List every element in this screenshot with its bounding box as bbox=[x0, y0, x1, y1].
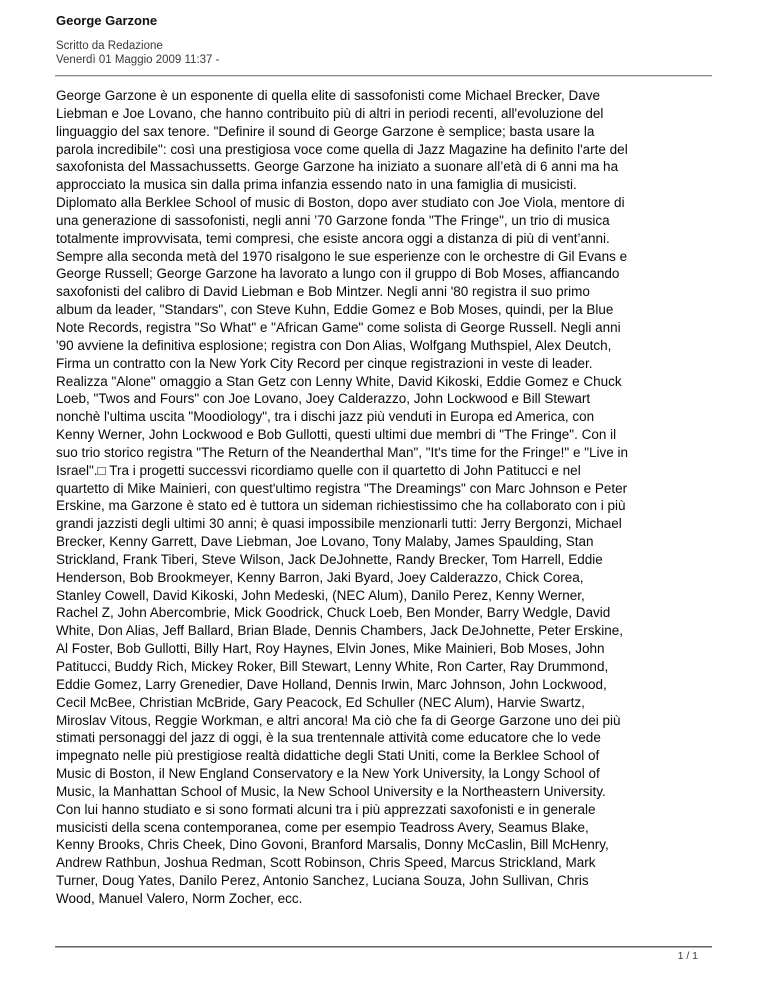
text-line: saxofonisti del calibro di David Liebman e Bob Mintzer. Negli anni '80 registra il suo primo bbox=[56, 284, 590, 300]
text-line: Con lui hanno studiato e si sono formati alcuni tra i più apprezzati saxofonisti e in generale bbox=[56, 801, 596, 817]
text-line: Music di Boston, il New England Conservatory e la New York University, la Longy School of bbox=[56, 766, 600, 782]
header-divider bbox=[55, 75, 712, 77]
text-line: nonchè l'ultima uscita "Moodiology", tra i dischi jazz più venduti in Europa ed America, con bbox=[56, 409, 595, 425]
text-line: approcciato la musica sin dalla prima infanzia essendo nato in una famiglia di musicisti. bbox=[56, 177, 577, 193]
text-line: Wood, Manuel Valero, Norm Zocher, ecc. bbox=[56, 890, 303, 906]
text-line: Music, la Manhattan School of Music, la New School University e la Northeastern University. bbox=[56, 783, 606, 799]
text-line: grandi jazzisti degli ultimi 30 anni; è quasi impossibile menzionarli tutti: Jerry Bergonzi, Michael bbox=[56, 516, 622, 532]
text-line: quartetto di Mike Mainieri, con quest'ultimo registra "The Dreamings" con Marc Johnson e Peter bbox=[56, 480, 628, 496]
text-line: Israel".□ Tra i progetti successvi ricordiamo quelle con il quartetto di John Patitucci e nel bbox=[56, 462, 581, 478]
text-line: Liebman e Joe Lovano, che hanno contribuito più di altri in periodi recenti, all'evoluzione del bbox=[56, 105, 604, 121]
text-line: Erskine, ma Garzone è stato ed è tuttora un sideman richiestissimo che ha collaborato con i più bbox=[56, 498, 626, 514]
text-line: '90 avviene la definitiva esplosione; registra con Don Alias, Wolfgang Muthspiel, Alex Deutch, bbox=[56, 337, 612, 353]
text-line: Realizza "Alone" omaggio a Stan Getz con Lenny White, David Kikoski, Eddie Gomez e Chuck bbox=[56, 373, 622, 389]
text-line: album da leader, "Standars", con Steve Kuhn, Eddie Gomez e Bob Moses, quindi, per la Blue bbox=[56, 302, 614, 318]
footer-divider bbox=[55, 946, 712, 948]
text-line: Patitucci, Buddy Rich, Mickey Roker, Bill Stewart, Lenny White, Ron Carter, Ray Drummond, bbox=[56, 659, 609, 674]
text-line: Firma un contratto con la New York City Record per cinque registrazioni in veste di leader. bbox=[56, 355, 593, 371]
page-title: George Garzone bbox=[56, 13, 158, 28]
text-line: Andrew Rathbun, Joshua Redman, Scott Robinson, Chris Speed, Marcus Strickland, Mark bbox=[56, 855, 596, 871]
text-line: Al Foster, Bob Gullotti, Billy Hart, Roy Haynes, Elvin Jones, Mike Mainieri, Bob Moses, John bbox=[56, 641, 605, 657]
text-line: Brecker, Kenny Garrett, Dave Liebman, Joe Lovano, Tony Malaby, James Spaulding, Stan bbox=[56, 534, 594, 550]
text-line: Miroslav Vitous, Reggie Workman, e altri ancora! Ma ciò che fa di George Garzone uno dei più bbox=[56, 712, 621, 728]
text-line: Stanley Cowell, David Kikoski, John Medeski, (NEC Alum), Danilo Perez, Kenny Werner, bbox=[56, 587, 585, 603]
text-line: musicisti della scena contemporanea, come per esempio Teadross Avery, Seamus Blake, bbox=[56, 819, 589, 835]
text-line: Loeb, "Twos and Fours" con Joe Lovano, Joey Calderazzo, John Lockwood e Bill Stewart bbox=[56, 391, 591, 407]
text-line: Sempre alla seconda metà del 1970 risalgono le sue esperienze con le orchestre di Gil Evans e bbox=[56, 248, 628, 264]
text-line: totalmente improvvisata, temi compresi, che esiste ancora oggi a distanza di più di vent’anni. bbox=[56, 230, 610, 246]
text-line: Rachel Z, John Abercombrie, Mick Goodrick, Chuck Loeb, Ben Monder, Barry Wedgle, David bbox=[56, 605, 611, 621]
text-line: una generazione di sassofonisti, negli anni ’70 Garzone fonda "The Fringe", un trio di musica bbox=[56, 212, 610, 228]
page-number: 1 / 1 bbox=[677, 950, 698, 962]
text-line: Eddie Gomez, Larry Grenedier, Dave Holland, Dennis Irwin, Marc Johnson, John Lockwood, bbox=[56, 676, 607, 692]
text-line: George Garzone è un esponente di quella elite di sassofonisti come Michael Brecker, Dave bbox=[56, 88, 601, 103]
text-line: Turner, Doug Yates, Danilo Perez, Antonio Sanchez, Luciana Souza, John Sullivan, Chris bbox=[56, 873, 589, 889]
text-line: White, Don Alias, Jeff Ballard, Brian Blade, Dennis Chambers, Jack DeJohnette, Peter Erskine, bbox=[56, 623, 624, 639]
text-line: Strickland, Frank Tiberi, Steve Wilson, Jack DeJohnette, Randy Brecker, Tom Harrell, Eddie bbox=[56, 551, 603, 567]
text-line: George Russell; George Garzone ha lavorato a lungo con il gruppo di Bob Moses, affiancando bbox=[56, 266, 620, 282]
text-line: Cecil McBee, Christian McBride, Gary Peacock, Ed Schuller (NEC Alum), Harvie Swartz, bbox=[56, 694, 585, 710]
text-line: parola incredibile": così una prestigiosa voce come quella di Jazz Magazine ha definito l'arte del bbox=[56, 141, 628, 157]
text-line: Diplomato alla Berklee School of music di Boston, dopo aver studiato con Joe Viola, mentore di bbox=[56, 195, 625, 211]
article-body bbox=[56, 87, 756, 908]
article-byline: Scritto da Redazione bbox=[56, 40, 163, 52]
text-line: Kenny Brooks, Chris Cheek, Dino Govoni, Branford Marsalis, Donny McCaslin, Bill McHenry, bbox=[56, 837, 609, 853]
text-line: suo trio storico registra "The Return of the Neanderthal Man", "It's time for the Fringe!" e "Live in bbox=[56, 444, 629, 460]
text-line: stimati personaggi del jazz di oggi, è la sua trentennale attività come educatore che lo vede bbox=[56, 730, 601, 746]
article-dateline: Venerdì 01 Maggio 2009 11:37 - bbox=[56, 54, 220, 66]
text-line: saxofonista del Massachussetts. George Garzone ha iniziato a suonare all’età di 6 anni ma ha bbox=[56, 159, 619, 175]
text-line: impegnato nelle più prestigiose realtà didattiche degli Stati Uniti, come la Berklee School of bbox=[56, 748, 600, 764]
text-line: linguaggio del sax tenore. "Definire il sound di George Garzone è semplice; basta usare la bbox=[56, 123, 595, 139]
text-line: Henderson, Bob Brookmeyer, Kenny Barron, Jaki Byard, Joey Calderazzo, Chick Corea, bbox=[56, 569, 584, 585]
text-line: Kenny Werner, John Lockwood e Bob Gullotti, questi ultimi due membri di "The Fringe". Con il bbox=[56, 427, 617, 443]
text-line: Note Records, registra "So What" e "African Game" come solista di George Russell. Negli anni bbox=[56, 319, 621, 335]
